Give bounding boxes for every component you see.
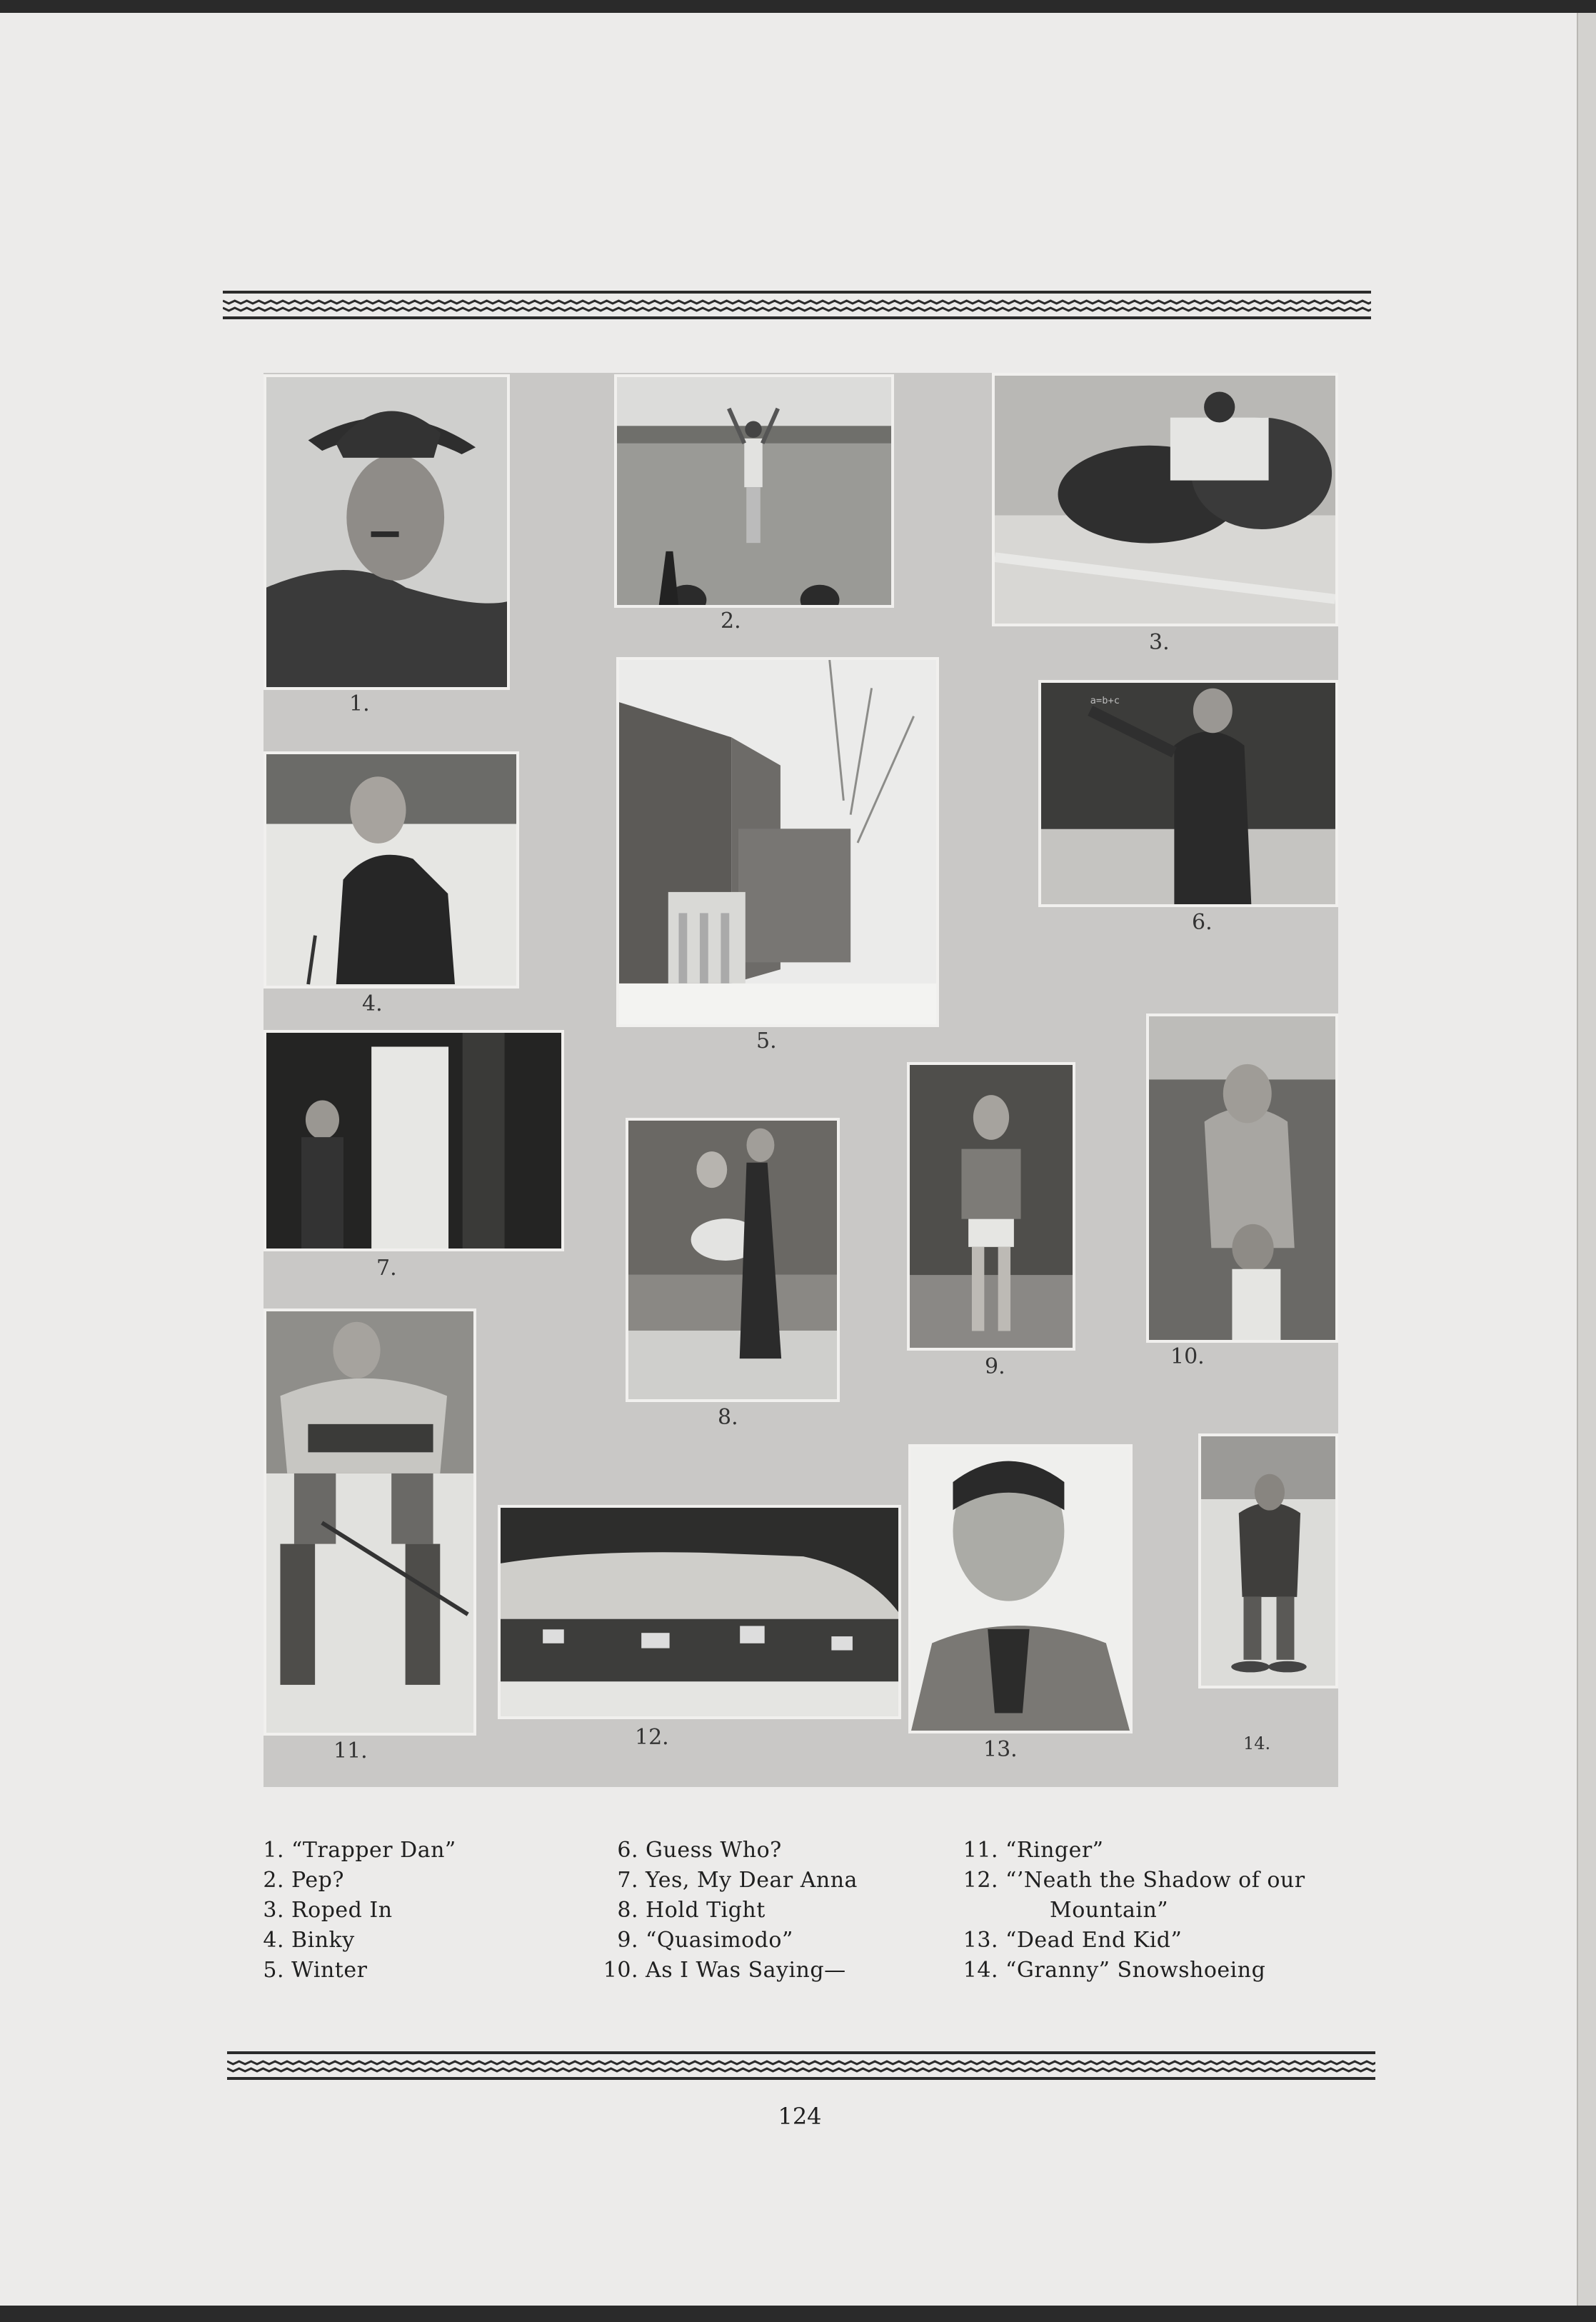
photo-number-3: 3.	[1149, 630, 1170, 655]
photo-11-ringer	[264, 1308, 476, 1736]
caption-item: 14. “Granny” Snowshoeing	[963, 1958, 1266, 1983]
top-ornamental-rule	[223, 289, 1371, 321]
caption-item: 5. Winter	[263, 1958, 368, 1983]
caption-item: 3. Roped In	[263, 1898, 393, 1923]
caption-column-1	[250, 1836, 456, 1986]
caption-item: 10. As I Was Saying—	[603, 1958, 846, 1983]
photo-14-granny-snowshoeing	[1198, 1433, 1338, 1688]
photo-12-neath-the-shadow	[498, 1505, 901, 1719]
caption-item: 13. “Dead End Kid”	[963, 1928, 1183, 1953]
photo-number-14: 14.	[1243, 1733, 1271, 1753]
photo-number-1: 1.	[349, 691, 370, 716]
photo-number-11: 11.	[333, 1738, 368, 1763]
photo-10-as-i-was-saying	[1146, 1014, 1338, 1343]
photo-9-quasimodo	[907, 1062, 1075, 1351]
caption-column-3	[957, 1836, 1305, 1986]
photo-number-9: 9.	[985, 1354, 1005, 1379]
photo-1-trapper-dan	[264, 374, 510, 690]
scan-top-border	[0, 0, 1596, 13]
photo-number-8: 8.	[718, 1405, 738, 1430]
caption-item: 1. “Trapper Dan”	[263, 1838, 456, 1863]
photo-number-4: 4.	[362, 991, 383, 1016]
caption-continuation: Mountain”	[1050, 1898, 1169, 1923]
photo-5-winter	[616, 657, 939, 1027]
photo-collage	[264, 373, 1338, 1787]
caption-item: 4. Binky	[263, 1928, 355, 1953]
photo-7-yes-my-dear-anna	[264, 1030, 564, 1251]
caption-item: 11. “Ringer”	[963, 1838, 1104, 1863]
photo-2-pep	[614, 374, 894, 608]
scan-bottom-border	[0, 2306, 1596, 2322]
photo-4-binky	[264, 751, 519, 989]
caption-item: 9. “Quasimodo”	[617, 1928, 793, 1953]
page-number: 124	[778, 2103, 822, 2130]
photo-number-2: 2.	[721, 609, 741, 634]
photo-8-hold-tight	[626, 1118, 840, 1402]
svg-text:a=b+c: a=b+c	[1090, 695, 1120, 707]
page-binding-edge	[1577, 13, 1596, 2306]
caption-item: 7. Yes, My Dear Anna	[617, 1868, 858, 1893]
photo-3-roped-in	[992, 373, 1338, 626]
caption-item: 12. “’Neath the Shadow of our	[963, 1868, 1305, 1893]
photo-number-12: 12.	[635, 1725, 669, 1750]
photo-13-dead-end-kid	[908, 1444, 1133, 1733]
photo-number-7: 7.	[376, 1256, 397, 1281]
photo-number-6: 6.	[1192, 910, 1213, 935]
caption-item: 2. Pep?	[263, 1868, 344, 1893]
photo-number-13: 13.	[983, 1737, 1018, 1762]
photo-6-guess-who	[1038, 680, 1338, 907]
photo-number-5: 5.	[756, 1029, 777, 1054]
caption-item: 8. Hold Tight	[617, 1898, 766, 1923]
caption-item: 6. Guess Who?	[617, 1838, 782, 1863]
photo-number-10: 10.	[1170, 1344, 1205, 1369]
caption-column-2	[597, 1836, 858, 1986]
bottom-ornamental-rule	[227, 2050, 1375, 2081]
